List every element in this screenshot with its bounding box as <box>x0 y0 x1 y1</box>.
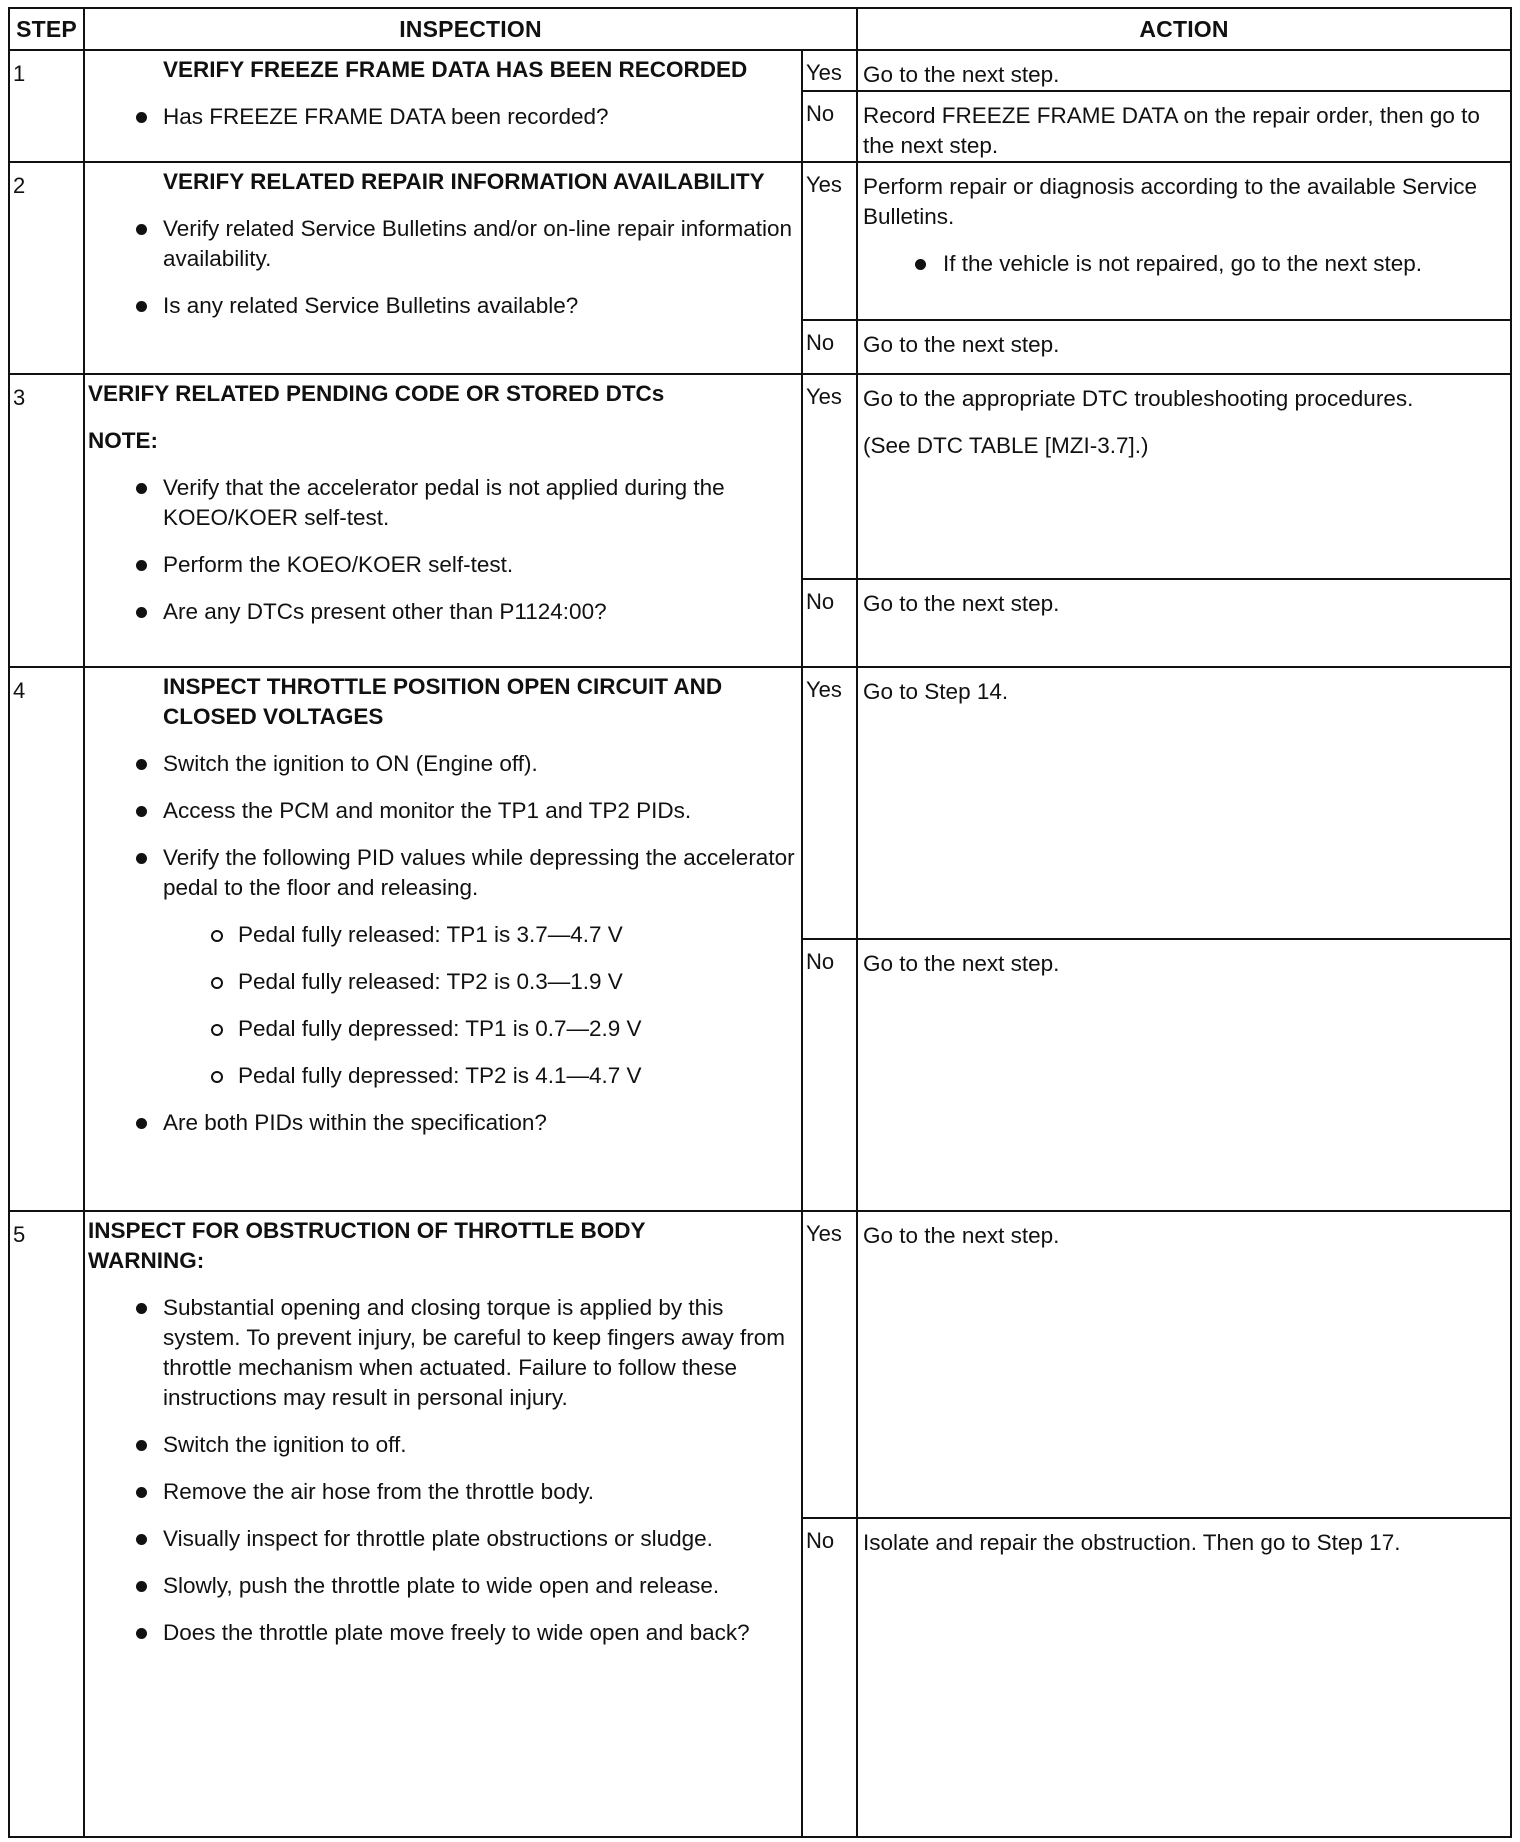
bullet-item: Perform the KOEO/KOER self-test. <box>85 550 801 580</box>
bullet-item: Remove the air hose from the throttle body. <box>85 1477 801 1507</box>
bullet-item: Verify the following PID values while depressing the accelerator pedal to the floor and releasing. <box>85 843 801 903</box>
yes-action-cell <box>857 162 1511 320</box>
step-1-inspection <box>84 50 802 162</box>
yes-action: Go to the next step. <box>857 50 1511 91</box>
step-number: 2 <box>9 162 84 374</box>
yes-label: Yes <box>802 1211 857 1518</box>
yes-action-reference: (See DTC TABLE [MZI-3.7].) <box>863 433 1149 458</box>
bullet-item: Verify that the accelerator pedal is not applied during the KOEO/KOER self-test. <box>85 473 801 533</box>
no-label: No <box>802 320 857 374</box>
step-number: 1 <box>9 50 84 162</box>
table-header-row <box>9 8 1511 50</box>
step-number: 4 <box>9 667 84 1211</box>
troubleshooting-table <box>8 7 1512 1838</box>
no-action: Go to the next step. <box>857 579 1511 667</box>
step-number: 3 <box>9 374 84 667</box>
action-bullet: If the vehicle is not repaired, go to the next step. <box>863 249 1500 279</box>
yes-label: Yes <box>802 162 857 320</box>
no-action: Isolate and repair the obstruction. Then go to Step 17. <box>857 1518 1511 1837</box>
yes-action: Go to Step 14. <box>857 667 1511 939</box>
yes-action: Go to the appropriate DTC troubleshooting procedures. <box>863 386 1414 411</box>
step-4-inspection <box>84 667 802 1211</box>
step-1-yes-row <box>9 50 1511 91</box>
bullet-item: Is any related Service Bulletins available? <box>85 291 801 321</box>
no-action: Go to the next step. <box>857 939 1511 1211</box>
yes-label: Yes <box>802 667 857 939</box>
step-2-yes-row <box>9 162 1511 320</box>
no-action: Record FREEZE FRAME DATA on the repair order, then go to the next step. <box>857 91 1511 162</box>
note-label: NOTE: <box>88 428 158 453</box>
troubleshooting-table-page <box>8 7 1512 1838</box>
step-3-inspection <box>84 374 802 667</box>
sub-bullet-item: Pedal fully depressed: TP1 is 0.7—2.9 V <box>85 1014 801 1044</box>
bullet-item: Visually inspect for throttle plate obstructions or sludge. <box>85 1524 801 1554</box>
bullet-item: Substantial opening and closing torque is applied by this system. To prevent injury, be careful to keep fingers away from throttle mechanism when actuated. Failure to follow these instructions may result in personal injury. <box>85 1293 801 1413</box>
sub-bullet-item: Pedal fully depressed: TP2 is 4.1—4.7 V <box>85 1061 801 1091</box>
step-title: INSPECT THROTTLE POSITION OPEN CIRCUIT AND CLOSED VOLTAGES <box>163 674 723 729</box>
header-action: ACTION <box>857 8 1511 50</box>
bullet-item: Does the throttle plate move freely to wide open and back? <box>85 1618 801 1648</box>
step-5-yes-row <box>9 1211 1511 1518</box>
step-4-yes-row <box>9 667 1511 939</box>
step-3-yes-row <box>9 374 1511 579</box>
yes-label: Yes <box>802 50 857 91</box>
no-action: Go to the next step. <box>857 320 1511 374</box>
no-label: No <box>802 1518 857 1837</box>
step-5-inspection <box>84 1211 802 1837</box>
step-title: VERIFY RELATED PENDING CODE OR STORED DTCs <box>88 381 665 406</box>
bullet-item: Has FREEZE FRAME DATA been recorded? <box>85 102 801 132</box>
step-title: VERIFY RELATED REPAIR INFORMATION AVAILABILITY <box>163 169 765 194</box>
step-2-inspection <box>84 162 802 374</box>
no-label: No <box>802 939 857 1211</box>
yes-action: Go to the next step. <box>857 1211 1511 1518</box>
no-label: No <box>802 91 857 162</box>
warning-label: WARNING: <box>88 1248 205 1273</box>
sub-bullet-item: Pedal fully released: TP1 is 3.7—4.7 V <box>85 920 801 950</box>
step-title: INSPECT FOR OBSTRUCTION OF THROTTLE BODY <box>88 1218 646 1243</box>
bullet-item: Are both PIDs within the specification? <box>85 1108 801 1138</box>
header-step: STEP <box>9 8 84 50</box>
yes-action-cell <box>857 374 1511 579</box>
header-inspection: INSPECTION <box>84 8 857 50</box>
bullet-item: Access the PCM and monitor the TP1 and TP2 PIDs. <box>85 796 801 826</box>
step-title: VERIFY FREEZE FRAME DATA HAS BEEN RECORDED <box>163 57 748 82</box>
yes-label: Yes <box>802 374 857 579</box>
bullet-item: Verify related Service Bulletins and/or on-line repair information availability. <box>85 214 801 274</box>
step-number: 5 <box>9 1211 84 1837</box>
sub-bullet-item: Pedal fully released: TP2 is 0.3—1.9 V <box>85 967 801 997</box>
bullet-item: Slowly, push the throttle plate to wide open and release. <box>85 1571 801 1601</box>
yes-action: Perform repair or diagnosis according to the available Service Bulletins. <box>863 174 1478 229</box>
no-label: No <box>802 579 857 667</box>
bullet-item: Switch the ignition to off. <box>85 1430 801 1460</box>
bullet-item: Switch the ignition to ON (Engine off). <box>85 749 801 779</box>
bullet-item: Are any DTCs present other than P1124:00? <box>85 597 801 627</box>
